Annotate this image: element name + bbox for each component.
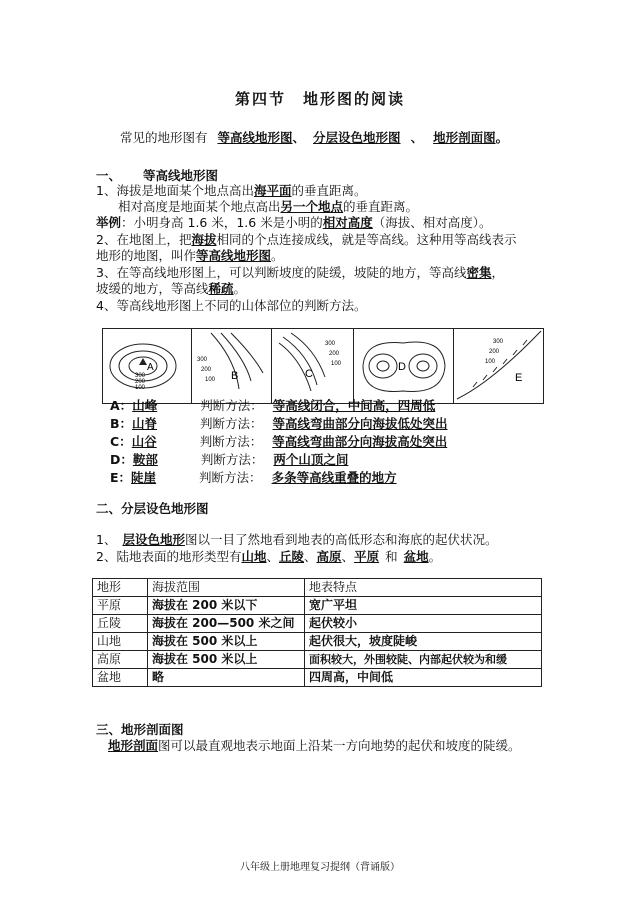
landform-basin: 盆地 (403, 549, 429, 564)
saddle-contour-illustration (353, 329, 453, 403)
line3-answer: 海拔 (191, 232, 217, 247)
table-row: 盆地 略 四周高，中间低 (93, 669, 542, 687)
line5-suffix: ， (491, 265, 504, 280)
table-row: 丘陵 海拔在 200—500 米之间 起伏较小 (93, 615, 542, 633)
svg-text:200: 200 (201, 367, 212, 373)
intro-prefix: 常见的地形图有 (120, 130, 208, 145)
line6-suffix: 。 (233, 281, 247, 296)
contour-figure (102, 328, 544, 404)
svg-text:200: 200 (329, 351, 340, 357)
svg-text:100: 100 (205, 377, 216, 383)
valley-contour-illustration (271, 329, 353, 403)
line5-answer: 密集 (466, 265, 492, 280)
section1-line2 (118, 199, 418, 215)
intro-answer-2: 分层设色地形图 (313, 130, 401, 145)
label-e: E (515, 372, 523, 384)
line2-answer: 另一个地点 (280, 199, 344, 214)
line4-prefix: 地形的地图，叫作 (96, 248, 197, 263)
example-prefix: ：小明身高 1.6 米，1.6 米是小明的 (121, 215, 323, 230)
section1-line6 (96, 281, 246, 297)
section1-example (96, 215, 491, 231)
section2-line1-answer: 层设色地形 (122, 532, 185, 547)
section1-line5 (96, 265, 504, 281)
label-c: C (305, 368, 313, 380)
page-footer: 八年级上册地理复习提纲（背诵版） (240, 862, 400, 873)
section3-heading: 三、地形剖面图 (96, 722, 184, 737)
svg-text:200: 200 (135, 379, 146, 385)
svg-text:300: 300 (493, 339, 504, 345)
intro-sep-2: 、 (410, 130, 424, 145)
section3-answer: 地形剖面 (108, 738, 159, 753)
landform-hill: 丘陵 (279, 549, 305, 564)
line6-prefix: 坡缓的地方，等高线 (96, 281, 209, 296)
label-a: A (147, 362, 154, 373)
line2-suffix: 的垂直距离。 (343, 199, 419, 214)
ridge-contour-illustration (191, 329, 271, 403)
svg-text:100: 100 (485, 359, 496, 365)
figure-cell-peak (103, 329, 192, 403)
svg-text:300: 300 (135, 373, 146, 379)
section2-line1: 1、 层设色地形图以一目了然地看到地表的高低形态和海底的起伏状况。 (96, 532, 498, 547)
line2-prefix: 相对高度是地面某个地点高出 (118, 199, 281, 214)
svg-text:300: 300 (197, 357, 208, 363)
figure-cell-saddle (353, 329, 454, 403)
line4-suffix: 。 (271, 248, 284, 263)
svg-text:100: 100 (331, 361, 342, 367)
judgment-row-d: D：鞍部 判断方法： 两个山顶之间 (110, 452, 349, 467)
example-label: 举例 (96, 215, 122, 230)
label-d: D (398, 361, 406, 373)
section1-line3 (96, 232, 517, 248)
landform-plateau: 高原 (316, 549, 342, 564)
figure-cell-valley (271, 329, 354, 403)
figure-cell-ridge (191, 329, 272, 403)
svg-text:100: 100 (135, 385, 146, 391)
figure-cell-cliff (453, 329, 543, 403)
landform-table (92, 578, 542, 687)
judgment-row-b: B：山脊 判断方法： 等高线弯曲部分向海拔低处突出 (110, 416, 448, 431)
line1-suffix: 的垂直距离。 (291, 183, 367, 198)
table-row: 高原 海拔在 500 米以上 面积较大，外围较陡、内部起伏较为和缓 (93, 651, 542, 669)
intro-line (120, 130, 508, 146)
section2-heading: 二、分层设色地形图 (96, 501, 209, 516)
table-header-row: 地形 海拔范围 地表特点 (93, 579, 542, 597)
example-suffix: （海拔、相对高度）。 (372, 215, 492, 230)
line3-prefix: 2、在地图上，把 (96, 232, 192, 247)
line1-answer: 海平面 (253, 183, 292, 198)
table-row: 山地 海拔在 500 米以上 起伏很大，坡度陡峻 (93, 633, 542, 651)
intro-sep-1: 、 (292, 130, 306, 145)
intro-answer-1: 等高线地形图 (217, 130, 293, 145)
svg-text:300: 300 (325, 341, 336, 347)
landform-mountain: 山地 (241, 549, 267, 564)
page-title: 第四节 地形图的阅读 (234, 90, 405, 108)
section2-line2: 2、陆地表面的地形类型有山地、丘陵、高原、平原 和 盆地。 (96, 549, 442, 564)
section1-heading-text: 等高线地形图 (143, 168, 219, 183)
line6-answer: 稀疏 (208, 281, 234, 296)
label-b: B (231, 370, 239, 382)
peak-contour-illustration (103, 329, 191, 403)
section1-line4 (96, 248, 284, 264)
section1-heading (96, 166, 218, 184)
line4-answer: 等高线地形图 (196, 248, 272, 263)
section1-line1 (96, 183, 367, 199)
intro-end: 。 (495, 130, 509, 145)
line1-prefix: 1、海拔是地面某个地点高出 (96, 183, 254, 198)
svg-text:200: 200 (489, 349, 500, 355)
section1-heading-num: 一、 (96, 168, 122, 183)
intro-answer-3: 地形剖面图 (433, 130, 496, 145)
section1-line7: 4、等高线地形图上不同的山体部位的判断方法。 (96, 298, 367, 313)
line5-prefix: 3、在等高线地形图上，可以判断坡度的陡缓，坡陡的地方，等高线 (96, 265, 467, 280)
cliff-contour-illustration (453, 329, 543, 403)
example-answer: 相对高度 (322, 215, 373, 230)
judgment-row-c: C：山谷 判断方法： 等高线弯曲部分向海拔高处突出 (110, 434, 448, 449)
landform-plain: 平原 (354, 549, 380, 564)
line3-suffix: 相同的个点连接成线，就是等高线。这种用等高线表示 (216, 232, 517, 247)
judgment-row-a: A：山峰 判断方法： 等高线闭合，中间高，四周低 (110, 398, 436, 413)
section3-line1: 地形剖面图可以最直观地表示地面上沿某一方向地势的起伏和坡度的陡缓。 (108, 738, 521, 753)
judgment-list (110, 398, 448, 488)
judgment-row-e: E：陡崖 判断方法： 多条等高线重叠的地方 (110, 470, 397, 485)
table-row: 平原 海拔在 200 米以下 宽广平坦 (93, 597, 542, 615)
